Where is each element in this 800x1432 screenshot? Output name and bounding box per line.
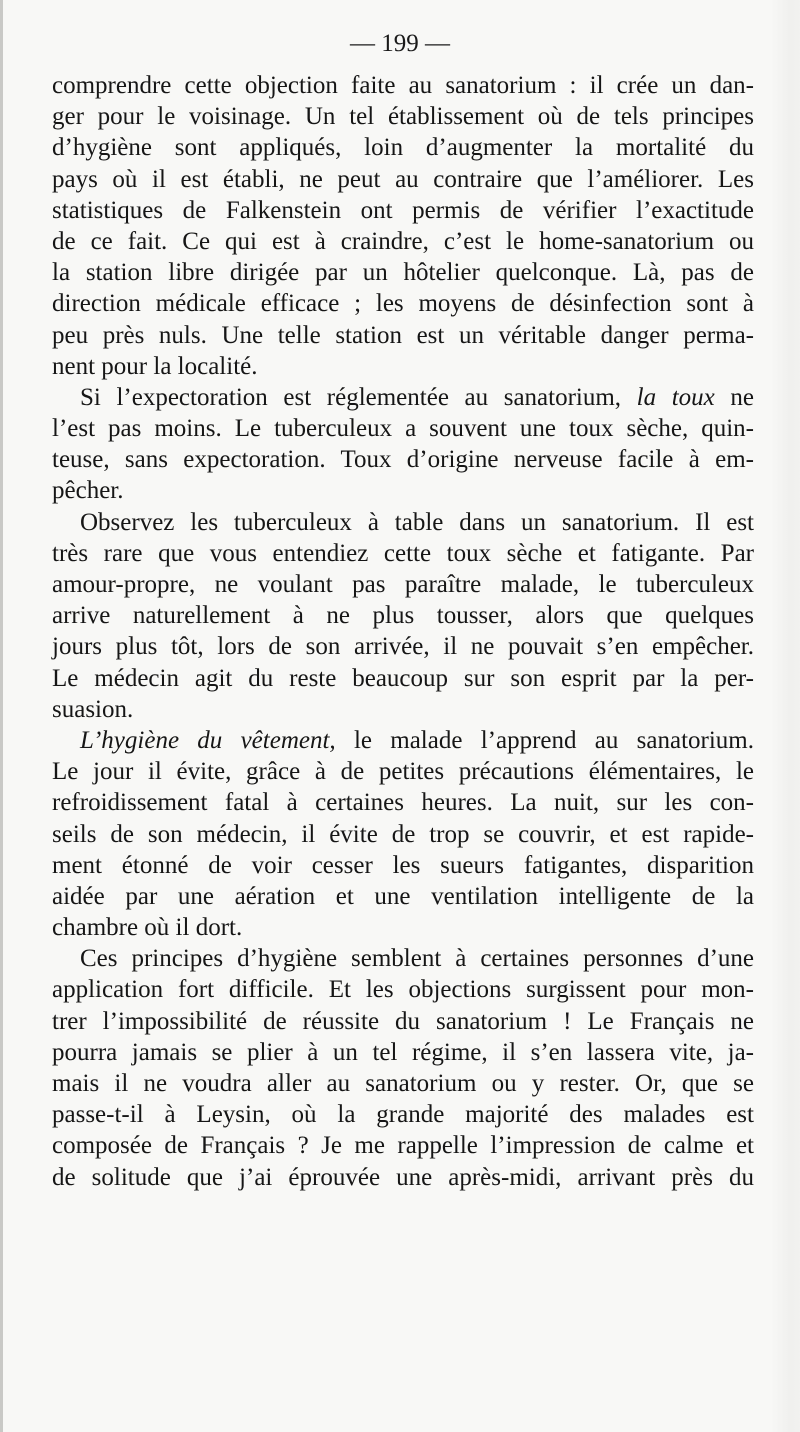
text-line bbox=[52, 1006, 754, 1037]
text-line bbox=[52, 787, 754, 818]
text-line bbox=[52, 912, 754, 943]
text-line bbox=[52, 569, 754, 600]
text-line bbox=[52, 444, 754, 475]
text-line bbox=[52, 1130, 754, 1161]
text-line bbox=[52, 538, 754, 569]
text-segment: suasion. bbox=[52, 695, 134, 723]
text-line bbox=[52, 132, 754, 163]
text-line bbox=[52, 226, 754, 257]
text-line bbox=[52, 974, 754, 1005]
text-segment: ment étonné de voir cesser les sueurs fatigantes, disparition bbox=[52, 851, 754, 879]
text-segment: Observez les tuberculeux à table dans un sanatorium. Il est bbox=[80, 508, 754, 536]
text-line bbox=[52, 725, 754, 756]
text-line bbox=[52, 943, 754, 974]
text-line bbox=[52, 257, 754, 288]
text-segment: pourra jamais se plier à un tel régime, il s’en lassera vite, ja- bbox=[52, 1038, 754, 1066]
text-segment: aidée par une aération et une ventilation intelligente de la bbox=[52, 882, 754, 910]
text-line bbox=[52, 351, 754, 382]
text-segment: ger pour le voisinage. Un tel établissement où de tels principes bbox=[52, 103, 754, 131]
text-line bbox=[52, 101, 754, 132]
text-segment: refroidissement fatal à certaines heures. La nuit, sur les con- bbox=[52, 789, 754, 817]
text-line bbox=[52, 1037, 754, 1068]
text-segment: trer l’impossibilité de réussite du sanatorium ! Le Français ne bbox=[52, 1007, 754, 1035]
text-segment: teuse, sans expectoration. Toux d’origine nerveuse facile à em- bbox=[52, 446, 754, 474]
text-line bbox=[52, 413, 754, 444]
text-segment: passe-t-il à Leysin, où la grande majorité des malades est bbox=[52, 1101, 754, 1129]
text-segment: l’est pas moins. Le tuberculeux a souvent une toux sèche, quin- bbox=[52, 415, 754, 443]
text-line bbox=[52, 382, 754, 413]
text-segment: de solitude que j’ai éprouvée une après-midi, arrivant près du bbox=[52, 1163, 754, 1191]
text-line bbox=[52, 288, 754, 319]
text-segment: comprendre cette objection faite au sanatorium : il crée un dan- bbox=[52, 72, 754, 99]
text-segment: pêcher. bbox=[52, 477, 124, 505]
text-segment: d’hygiène sont appliqués, loin d’augmenter la mortalité du bbox=[52, 134, 754, 162]
text-line bbox=[52, 694, 754, 725]
text-line bbox=[52, 195, 754, 226]
text-line bbox=[52, 475, 754, 506]
text-segment: chambre où il dort. bbox=[52, 914, 243, 942]
text-segment: statistiques de Falkenstein ont permis de vérifier l’exactitude bbox=[52, 196, 754, 224]
text-line bbox=[52, 507, 754, 538]
text-segment: seils de son médecin, il évite de trop se couvrir, et est rapide- bbox=[52, 820, 754, 848]
text-line bbox=[52, 1068, 754, 1099]
text-segment: application fort difficile. Et les objections surgissent pour mon- bbox=[52, 976, 754, 1004]
text-line bbox=[52, 600, 754, 631]
text-line bbox=[52, 164, 754, 195]
text-segment: de ce fait. Ce qui est à craindre, c’est le home-sanatorium ou bbox=[52, 227, 754, 255]
text-segment: arrive naturellement à ne plus tousser, alors que quelques bbox=[52, 602, 754, 630]
text-segment: ne bbox=[714, 383, 754, 411]
text-line bbox=[52, 663, 754, 694]
text-segment: mais il ne voudra aller au sanatorium ou y rester. Or, que se bbox=[52, 1070, 754, 1097]
text-segment: nent pour la localité. bbox=[52, 352, 258, 380]
text-segment: composée de Français ? Je me rappelle l’impression de calme et bbox=[52, 1132, 754, 1160]
text-segment: peu près nuls. Une telle station est un véritable danger perma- bbox=[52, 321, 754, 349]
text-segment: Le jour il évite, grâce à de petites précautions élémentaires, le bbox=[52, 758, 754, 786]
text-line bbox=[52, 756, 754, 787]
page-number: — 199 — bbox=[350, 30, 450, 57]
text-segment: jours plus tôt, lors de son arrivée, il ne pouvait s’en empêcher. bbox=[52, 633, 754, 661]
italic-text: L’hygiène du vêtement, bbox=[80, 726, 336, 754]
text-line bbox=[52, 631, 754, 662]
text-line bbox=[52, 70, 754, 101]
text-segment: Le médecin agit du reste beaucoup sur son esprit par la per- bbox=[52, 664, 754, 692]
text-line bbox=[52, 881, 754, 912]
text-segment: Ces principes d’hygiène semblent à certaines personnes d’une bbox=[80, 945, 754, 973]
text-line bbox=[52, 819, 754, 850]
text-line bbox=[52, 850, 754, 881]
text-segment: amour-propre, ne voulant pas paraître malade, le tuberculeux bbox=[52, 571, 754, 598]
text-segment: la station libre dirigée par un hôtelier quelconque. Là, pas de bbox=[52, 259, 754, 287]
text-line bbox=[52, 320, 754, 351]
text-segment: très rare que vous entendiez cette toux sèche et fatigante. Par bbox=[52, 539, 754, 567]
text-segment: pays où il est établi, ne peut au contraire que l’améliorer. Les bbox=[52, 165, 754, 193]
text-line bbox=[52, 1162, 754, 1193]
page-edge bbox=[0, 0, 3, 1432]
body-text bbox=[52, 70, 754, 1193]
text-line bbox=[52, 1099, 754, 1130]
italic-text: la toux bbox=[636, 383, 715, 411]
text-segment: le malade l’apprend au sanatorium. bbox=[335, 726, 754, 754]
text-segment: Si l’expectoration est réglementée au sanatorium, bbox=[80, 383, 637, 411]
text-segment: direction médicale efficace ; les moyens de désinfection sont à bbox=[52, 290, 754, 318]
